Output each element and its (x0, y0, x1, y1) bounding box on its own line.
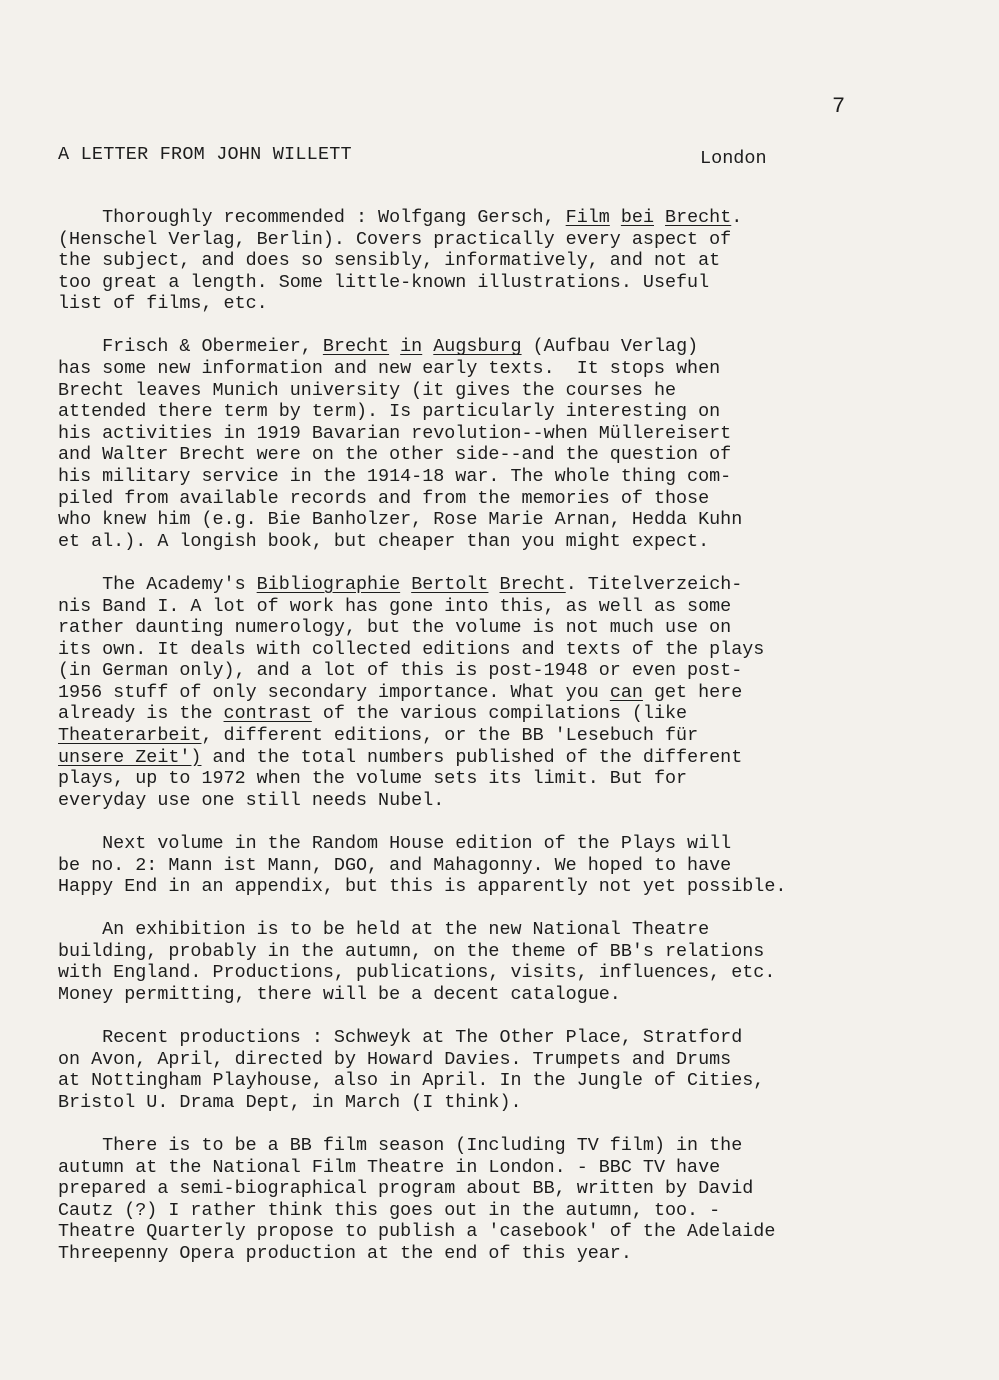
text-line (58, 574, 958, 596)
text-line (58, 639, 958, 661)
text-run: , different editions, or the BB 'Lesebuch für (201, 725, 699, 747)
text-run: et al.). A longish book, but cheaper than you might expect. (58, 530, 710, 552)
text-line (58, 962, 958, 984)
text-line (58, 1221, 958, 1243)
text-run: get here (642, 681, 743, 703)
underlined-title: Brecht (499, 573, 566, 595)
text-run (422, 336, 433, 357)
text-line (58, 1092, 958, 1114)
text-line (58, 1027, 958, 1049)
paragraph (58, 1027, 958, 1113)
letter-title: A LETTER FROM JOHN WILLETT (58, 144, 352, 165)
text-line (58, 1070, 958, 1092)
text-line (58, 876, 958, 898)
paragraph (58, 833, 958, 898)
text-run: his military service in the 1914-18 war. The whole thing com- (58, 466, 732, 488)
text-run: rather daunting numerology, but the volume is not much use on (58, 617, 732, 639)
text-run: nis Band I. A lot of work has gone into this, as well as some (58, 595, 732, 617)
letter-place: London (700, 148, 767, 169)
text-line (58, 1049, 958, 1071)
text-line (58, 1200, 958, 1222)
text-run: Cautz (?) I rather think this goes out in the autumn, too. - (58, 1199, 721, 1221)
text-run: at Nottingham Playhouse, also in April. In the Jungle of Cities, (58, 1070, 765, 1092)
paragraph (58, 1135, 958, 1265)
text-run: the subject, and does so sensibly, informatively, and not at (58, 250, 721, 272)
paragraph (58, 574, 958, 812)
text-line (58, 855, 958, 877)
text-line (58, 703, 958, 725)
text-run (488, 574, 499, 595)
text-run: (in German only), and a lot of this is post-1948 or even post- (58, 660, 743, 682)
text-line (58, 488, 958, 510)
underlined-title: in (400, 336, 423, 358)
text-line (58, 596, 958, 618)
text-run: plays, up to 1972 when the volume sets its limit. But for (58, 768, 688, 790)
underlined-title: Brecht (665, 207, 732, 228)
text-line (58, 941, 958, 963)
text-line (58, 207, 958, 229)
text-line (58, 401, 958, 423)
underlined-title: Film (565, 207, 610, 228)
underlined-title: Bibliographie (256, 573, 401, 595)
text-run: too great a length. Some little-known illustrations. Useful (58, 271, 710, 293)
text-line (58, 984, 958, 1006)
text-run: has some new information and new early texts. It stops when (58, 358, 721, 380)
text-run: Happy End in an appendix, but this is apparently not yet possible. (58, 876, 787, 898)
text-run: and the total numbers published of the different (201, 746, 743, 768)
text-run: who knew him (e.g. Bie Banholzer, Rose Marie Arnan, Hedda Kuhn (58, 509, 743, 531)
text-run: Next volume in the Random House edition of the Plays will (58, 832, 732, 854)
text-run: already is the (58, 703, 224, 725)
text-run: Recent productions : Schweyk at The Other Place, Stratford (58, 1027, 743, 1049)
underlined-title: unsere Zeit') (58, 746, 202, 768)
text-run: everyday use one still needs Nubel. (58, 789, 445, 811)
text-run: with England. Productions, publications, visits, influences, etc. (58, 962, 776, 984)
text-line (58, 509, 958, 531)
text-line (58, 229, 958, 251)
text-run: Money permitting, there will be a decent catalogue. (58, 984, 621, 1005)
text-run: The Academy's (58, 573, 257, 595)
text-line (58, 660, 958, 682)
text-line (58, 336, 958, 358)
text-run: piled from available records and from the memories of those (58, 487, 710, 509)
text-run: Threepenny Opera production at the end of this year. (58, 1242, 632, 1264)
text-run: 1956 stuff of only secondary importance. What you (58, 681, 610, 703)
paragraph (58, 207, 958, 315)
underlined-title: Theaterarbeit (58, 725, 202, 747)
text-line (58, 617, 958, 639)
page-number: 7 (832, 94, 846, 119)
text-run: Brecht leaves Munich university (it gives the courses he (58, 379, 677, 401)
paragraph (58, 919, 958, 1005)
text-run: its own. It deals with collected editions and texts of the plays (58, 638, 765, 660)
text-line (58, 466, 958, 488)
text-run: Bristol U. Drama Dept, in March (I think). (58, 1091, 522, 1113)
text-run: be no. 2: Mann ist Mann, DGO, and Mahagonny. We hoped to have (58, 854, 732, 876)
text-run: (Aufbau Verlag) (521, 336, 699, 358)
text-run (400, 574, 411, 595)
underlined-title: can (609, 681, 643, 703)
text-run: building, probably in the autumn, on the theme of BB's relations (58, 940, 765, 962)
text-line (58, 919, 958, 941)
text-line (58, 747, 958, 769)
text-line (58, 250, 958, 272)
text-line (58, 833, 958, 855)
text-run: Frisch & Obermeier, (58, 336, 323, 358)
text-run: Theatre Quarterly propose to publish a 'casebook' of the Adelaide (58, 1221, 776, 1243)
paragraph (58, 336, 958, 552)
text-line (58, 790, 958, 812)
underlined-title: Bertolt (411, 573, 489, 595)
text-line (58, 1135, 958, 1157)
text-run: There is to be a BB film season (Including TV film) in the (58, 1134, 743, 1156)
text-line (58, 358, 958, 380)
underlined-title: contrast (223, 703, 312, 725)
text-run: Thoroughly recommended : Wolfgang Gersch, (58, 207, 566, 228)
text-run: An exhibition is to be held at the new National Theatre (58, 919, 710, 941)
text-line (58, 768, 958, 790)
text-line (58, 1243, 958, 1265)
underlined-title: Augsburg (433, 336, 522, 358)
text-run: attended there term by term). Is particularly interesting on (58, 401, 721, 423)
text-run: . Titelverzeich- (565, 573, 743, 595)
text-run: on Avon, April, directed by Howard Davies. Trumpets and Drums (58, 1048, 732, 1070)
text-run: prepared a semi-biographical program about BB, written by David (58, 1178, 754, 1200)
text-run (389, 336, 400, 357)
text-run (654, 207, 665, 228)
text-line (58, 1157, 958, 1179)
letter-body (58, 207, 958, 1286)
text-line (58, 293, 958, 315)
underlined-title: Brecht (322, 336, 390, 358)
text-run: list of films, etc. (58, 293, 268, 315)
text-line (58, 531, 958, 553)
text-run (610, 207, 621, 228)
text-line (58, 272, 958, 294)
text-line (58, 444, 958, 466)
text-line (58, 380, 958, 402)
text-line (58, 423, 958, 445)
text-run: his activities in 1919 Bavarian revolution--when Müllereisert (58, 422, 732, 444)
text-run: and Walter Brecht were on the other side--and the question of (58, 444, 732, 466)
text-line (58, 725, 958, 747)
text-line (58, 1178, 958, 1200)
text-run: of the various compilations (like (311, 703, 688, 725)
underlined-title: bei (620, 207, 654, 228)
text-run: . (731, 207, 743, 228)
text-line (58, 682, 958, 704)
text-run: autumn at the National Film Theatre in London. - BBC TV have (58, 1156, 721, 1178)
text-run: (Henschel Verlag, Berlin). Covers practically every aspect of (58, 228, 732, 250)
